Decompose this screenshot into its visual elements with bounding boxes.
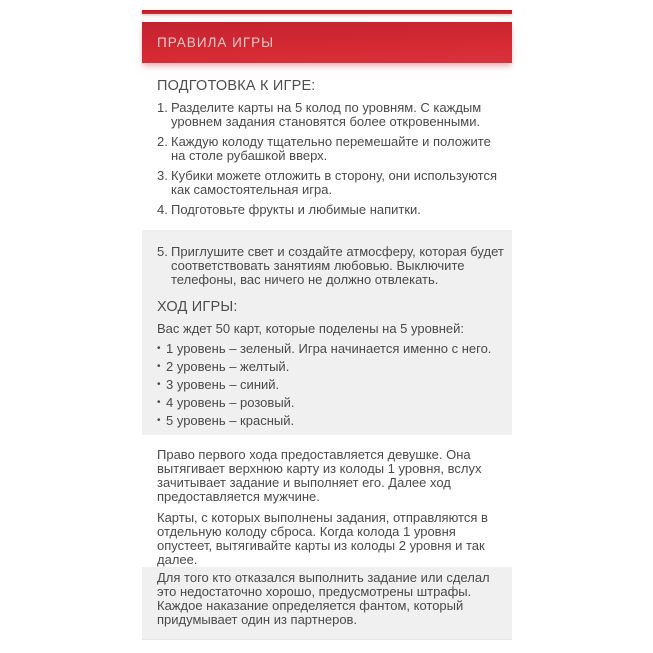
item-number: 1. — [157, 100, 168, 115]
bullet-icon: • — [157, 379, 161, 390]
list-item — [157, 203, 504, 217]
list-item — [157, 245, 504, 287]
section-gameplay — [142, 230, 512, 435]
paragraph-discard: Карты, с которых выполнены задания, отправляются в отдельную колоду сброса. Когда колода 1 уровня опустеет, вытягивайте карты из колоды 2 уровня и так далее. — [157, 510, 488, 567]
list-item — [157, 101, 504, 129]
paragraph-penalty: Для того кто отказался выполнить задание или сделал это недостаточно хорошо, предусмотрены штрафы. Каждое наказание определяется фантом, который придумывает один из партнеров. — [157, 570, 490, 627]
top-red-divider — [142, 10, 512, 14]
level-text: 3 уровень – синий. — [166, 377, 280, 392]
bullet-icon: • — [157, 361, 161, 372]
bullet-icon: • — [157, 343, 161, 354]
gameplay-intro: Вас ждет 50 карт, которые поделены на 5 уровней: — [157, 321, 465, 336]
level-item — [157, 342, 504, 356]
item-number: 5. — [157, 244, 168, 259]
list-item — [157, 135, 504, 163]
level-item — [157, 414, 504, 428]
level-text: 5 уровень – красный. — [166, 413, 295, 428]
item-text: Приглушите свет и создайте атмосферу, которая будет соответствовать занятиям любовью. Выключите телефоны, вас ничего не должно отвлекать. — [171, 244, 504, 287]
rules-card — [142, 0, 512, 640]
section-turn-order — [142, 435, 512, 567]
section-penalties — [142, 567, 512, 640]
item-text: Подготовьте фрукты и любимые напитки. — [171, 202, 421, 217]
level-item — [157, 378, 504, 392]
page-title: ПРАВИЛА ИГРЫ — [157, 35, 275, 50]
preparation-heading: ПОДГОТОВКА К ИГРЕ: — [157, 78, 316, 94]
item-number: 3. — [157, 168, 168, 183]
level-text: 1 уровень – зеленый. Игра начинается именно с него. — [166, 341, 492, 356]
title-bar — [142, 22, 512, 63]
gameplay-heading: ХОД ИГРЫ: — [157, 299, 238, 315]
item-number: 2. — [157, 134, 168, 149]
item-text: Кубики можете отложить в сторону, они используются как самостоятельная игра. — [171, 168, 498, 197]
level-text: 2 уровень – желтый. — [166, 359, 290, 374]
bullet-icon: • — [157, 415, 161, 426]
level-item — [157, 396, 504, 410]
section-preparation — [142, 63, 512, 230]
list-item — [157, 169, 504, 197]
item-number: 4. — [157, 202, 168, 217]
paragraph-first-move: Право первого хода предоставляется девушке. Она вытягивает верхнюю карту из колоды 1 уровня, вслух зачитывает задание и выполняет его. Далее ход предоставляется мужчине. — [157, 447, 482, 504]
level-item — [157, 360, 504, 374]
bullet-icon: • — [157, 397, 161, 408]
item-text: Разделите карты на 5 колод по уровням. С каждым уровнем задания становятся более откровенными. — [171, 100, 482, 129]
item-text: Каждую колоду тщательно перемешайте и положите на столе рубашкой вверх. — [171, 134, 491, 163]
level-text: 4 уровень – розовый. — [166, 395, 295, 410]
